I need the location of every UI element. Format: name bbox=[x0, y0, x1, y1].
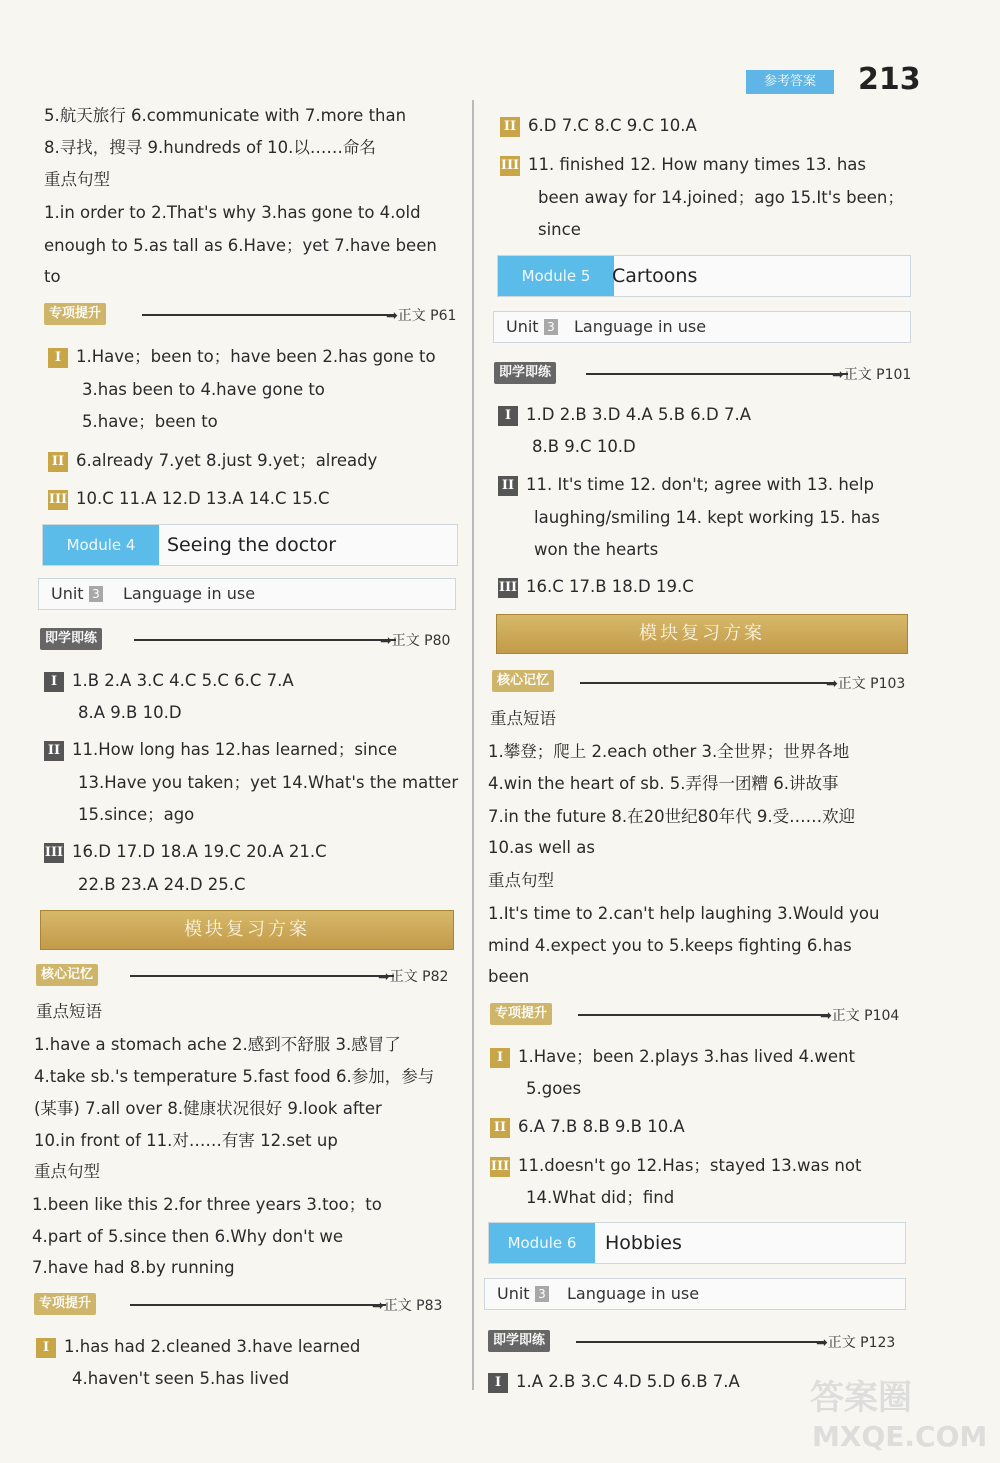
section-tag: 专项提升 bbox=[34, 1293, 96, 1315]
exercise-line: II 6.already 7.yet 8.just 9.yet；already bbox=[48, 449, 377, 473]
exercise-line: 8.A 9.B 10.D bbox=[78, 703, 182, 722]
unit-header bbox=[38, 578, 456, 610]
exercise-line: II 6.D 7.C 8.C 9.C 10.A bbox=[500, 114, 697, 138]
text-line: 10.as well as bbox=[488, 838, 595, 857]
roman-numeral-icon: III bbox=[48, 490, 68, 510]
exercise-line: II 11. It's time 12. don't; agree with 13. help bbox=[498, 473, 874, 497]
roman-numeral-icon: II bbox=[48, 452, 68, 472]
page-reference: ➡正文 P103 bbox=[826, 676, 906, 692]
section-heading: 重点短语 bbox=[490, 709, 556, 728]
exercise-line: I 1.D 2.B 3.D 4.A 5.B 6.D 7.A bbox=[498, 403, 751, 427]
unit-header bbox=[493, 311, 911, 343]
section-tag: 即学即练 bbox=[494, 362, 556, 384]
text-line: 1.been like this 2.for three years 3.too；to bbox=[32, 1195, 382, 1214]
exercise-line: 3.has been to 4.have gone to bbox=[82, 380, 325, 399]
unit-number: 3 bbox=[89, 586, 103, 602]
roman-numeral-icon: III bbox=[44, 843, 64, 863]
answer-key-tag: 参考答案 bbox=[746, 70, 834, 94]
roman-numeral-icon: I bbox=[36, 1338, 56, 1358]
section-tag: 专项提升 bbox=[490, 1003, 552, 1025]
text-line: 4.part of 5.since then 6.Why don't we bbox=[32, 1227, 344, 1246]
text-line: 8.寻找，搜寻 9.hundreds of 10.以……命名 bbox=[44, 138, 376, 157]
exercise-line: I 1.B 2.A 3.C 4.C 5.C 6.C 7.A bbox=[44, 669, 294, 693]
watermark-logo: 答案圈 bbox=[810, 1378, 912, 1418]
review-banner: 模块复习方案 bbox=[496, 614, 908, 654]
roman-numeral-icon: II bbox=[490, 1118, 510, 1138]
page-reference: ➡正文 P83 bbox=[372, 1298, 443, 1314]
text-line: been bbox=[488, 967, 530, 986]
unit-word: Unit bbox=[497, 1284, 530, 1303]
roman-numeral-icon: I bbox=[498, 406, 518, 426]
text-line: (某事) 7.all over 8.健康状况很好 9.look after bbox=[34, 1099, 382, 1118]
section-tag: 核心记忆 bbox=[36, 964, 98, 986]
unit-header bbox=[484, 1278, 906, 1310]
unit-number: 3 bbox=[535, 1286, 549, 1302]
module-label: Module 6 bbox=[489, 1223, 595, 1263]
exercise-line: III 10.C 11.A 12.D 13.A 14.C 15.C bbox=[48, 489, 330, 508]
unit-number: 3 bbox=[544, 319, 558, 335]
exercise-line: won the hearts bbox=[534, 540, 659, 559]
module-header bbox=[42, 524, 458, 566]
text-line: 4.win the heart of sb. 5.弄得一团糟 6.讲故事 bbox=[488, 774, 839, 793]
module-header bbox=[497, 255, 911, 297]
page-reference: ➡正文 P80 bbox=[380, 633, 451, 649]
exercise-line: I 1.A 2.B 3.C 4.D 5.D 6.B 7.A bbox=[488, 1370, 740, 1394]
unit-title: Language in use bbox=[574, 317, 707, 336]
text-line: 1.have a stomach ache 2.感到不舒服 3.感冒了 bbox=[34, 1035, 401, 1054]
exercise-line: 8.B 9.C 10.D bbox=[532, 437, 636, 456]
page-reference: ➡正文 P104 bbox=[820, 1008, 900, 1024]
section-tag: 专项提升 bbox=[44, 303, 106, 325]
column-divider bbox=[472, 100, 474, 1390]
review-banner: 模块复习方案 bbox=[40, 910, 454, 950]
exercise-line: I 1.Have；been 2.plays 3.has lived 4.went bbox=[490, 1045, 855, 1069]
exercise-line: III 16.C 17.B 18.D 19.C bbox=[498, 577, 694, 596]
exercise-line: 22.B 23.A 24.D 25.C bbox=[78, 875, 246, 894]
roman-numeral-icon: I bbox=[44, 672, 64, 692]
section-heading: 重点句型 bbox=[34, 1162, 100, 1181]
text-line: 1.in order to 2.That's why 3.has gone to 4.old bbox=[44, 203, 421, 222]
exercise-line: 5.have；been to bbox=[82, 412, 218, 431]
text-line: to bbox=[44, 267, 61, 286]
arrow-line bbox=[134, 639, 396, 641]
section-heading: 重点句型 bbox=[44, 170, 110, 189]
text-line: 7.have had 8.by running bbox=[32, 1258, 235, 1277]
exercise-line: II 11.How long has 12.has learned；since bbox=[44, 738, 397, 762]
arrow-line bbox=[130, 975, 394, 977]
roman-numeral-icon: II bbox=[498, 476, 518, 496]
exercise-line: been away for 14.joined；ago 15.It's been； bbox=[538, 188, 904, 207]
section-tag: 即学即练 bbox=[488, 1330, 550, 1352]
page-number: 213 bbox=[858, 62, 921, 97]
section-heading: 重点短语 bbox=[36, 1002, 102, 1021]
page-reference: ➡正文 P123 bbox=[816, 1335, 896, 1351]
section-tag: 即学即练 bbox=[40, 628, 102, 650]
module-label: Module 5 bbox=[498, 256, 614, 296]
module-header bbox=[488, 1222, 906, 1264]
exercise-line: I 1.has had 2.cleaned 3.have learned bbox=[36, 1335, 360, 1359]
unit-word: Unit bbox=[506, 317, 539, 336]
roman-numeral-icon: I bbox=[490, 1048, 510, 1068]
exercise-line: III 11.doesn't go 12.Has；stayed 13.was not bbox=[490, 1156, 862, 1175]
section-heading: 重点句型 bbox=[488, 871, 554, 890]
roman-numeral-icon: III bbox=[498, 578, 518, 598]
module-title: Hobbies bbox=[605, 1232, 682, 1254]
exercise-line: III 16.D 17.D 18.A 19.C 20.A 21.C bbox=[44, 842, 327, 861]
text-line: 4.take sb.'s temperature 5.fast food 6.参加，参与 bbox=[34, 1067, 435, 1086]
unit-word: Unit bbox=[51, 584, 84, 603]
module-title: Cartoons bbox=[612, 265, 698, 287]
roman-numeral-icon: II bbox=[500, 117, 520, 137]
unit-title: Language in use bbox=[123, 584, 256, 603]
unit-title: Language in use bbox=[567, 1284, 700, 1303]
module-title: Seeing the doctor bbox=[167, 534, 337, 556]
roman-numeral-icon: I bbox=[48, 348, 68, 368]
arrow-line bbox=[142, 314, 390, 316]
module-label: Module 4 bbox=[43, 525, 159, 565]
roman-numeral-icon: III bbox=[500, 156, 520, 176]
arrow-line bbox=[580, 682, 830, 684]
exercise-line: 15.since；ago bbox=[78, 805, 195, 824]
arrow-line bbox=[586, 373, 848, 375]
arrow-line bbox=[578, 1014, 824, 1016]
exercise-line: laughing/smiling 14. kept working 15. has bbox=[534, 508, 880, 527]
watermark-url: MXQE.COM bbox=[812, 1420, 988, 1453]
text-line: 1.攀登；爬上 2.each other 3.全世界；世界各地 bbox=[488, 742, 850, 761]
exercise-line: 5.goes bbox=[526, 1079, 582, 1098]
exercise-line: since bbox=[538, 220, 581, 239]
roman-numeral-icon: II bbox=[44, 741, 64, 761]
exercise-line: 14.What did；find bbox=[526, 1188, 675, 1207]
exercise-line: I 1.Have；been to；have been 2.has gone to bbox=[48, 345, 436, 369]
arrow-line bbox=[576, 1341, 820, 1343]
exercise-line: 13.Have you taken；yet 14.What's the matter bbox=[78, 773, 459, 792]
text-line: 7.in the future 8.在20世纪80年代 9.受……欢迎 bbox=[488, 807, 856, 826]
roman-numeral-icon: III bbox=[490, 1157, 510, 1177]
exercise-line: II 6.A 7.B 8.B 9.B 10.A bbox=[490, 1115, 685, 1139]
page-reference: ➡正文 P101 bbox=[832, 367, 912, 383]
roman-numeral-icon: I bbox=[488, 1373, 508, 1393]
section-tag: 核心记忆 bbox=[492, 670, 554, 692]
text-line: 1.It's time to 2.can't help laughing 3.Would you bbox=[488, 904, 880, 923]
exercise-line: III 11. finished 12. How many times 13. has bbox=[500, 155, 866, 174]
text-line: 10.in front of 11.对……有害 12.set up bbox=[34, 1131, 338, 1150]
page-reference: ➡正文 P61 bbox=[386, 308, 457, 324]
text-line: mind 4.expect you to 5.keeps fighting 6.has bbox=[488, 936, 852, 955]
arrow-line bbox=[130, 1304, 386, 1306]
text-line: enough to 5.as tall as 6.Have；yet 7.have been bbox=[44, 236, 437, 255]
text-line: 5.航天旅行 6.communicate with 7.more than bbox=[44, 106, 407, 125]
exercise-line: 4.haven't seen 5.has lived bbox=[72, 1369, 290, 1388]
page-reference: ➡正文 P82 bbox=[378, 969, 449, 985]
